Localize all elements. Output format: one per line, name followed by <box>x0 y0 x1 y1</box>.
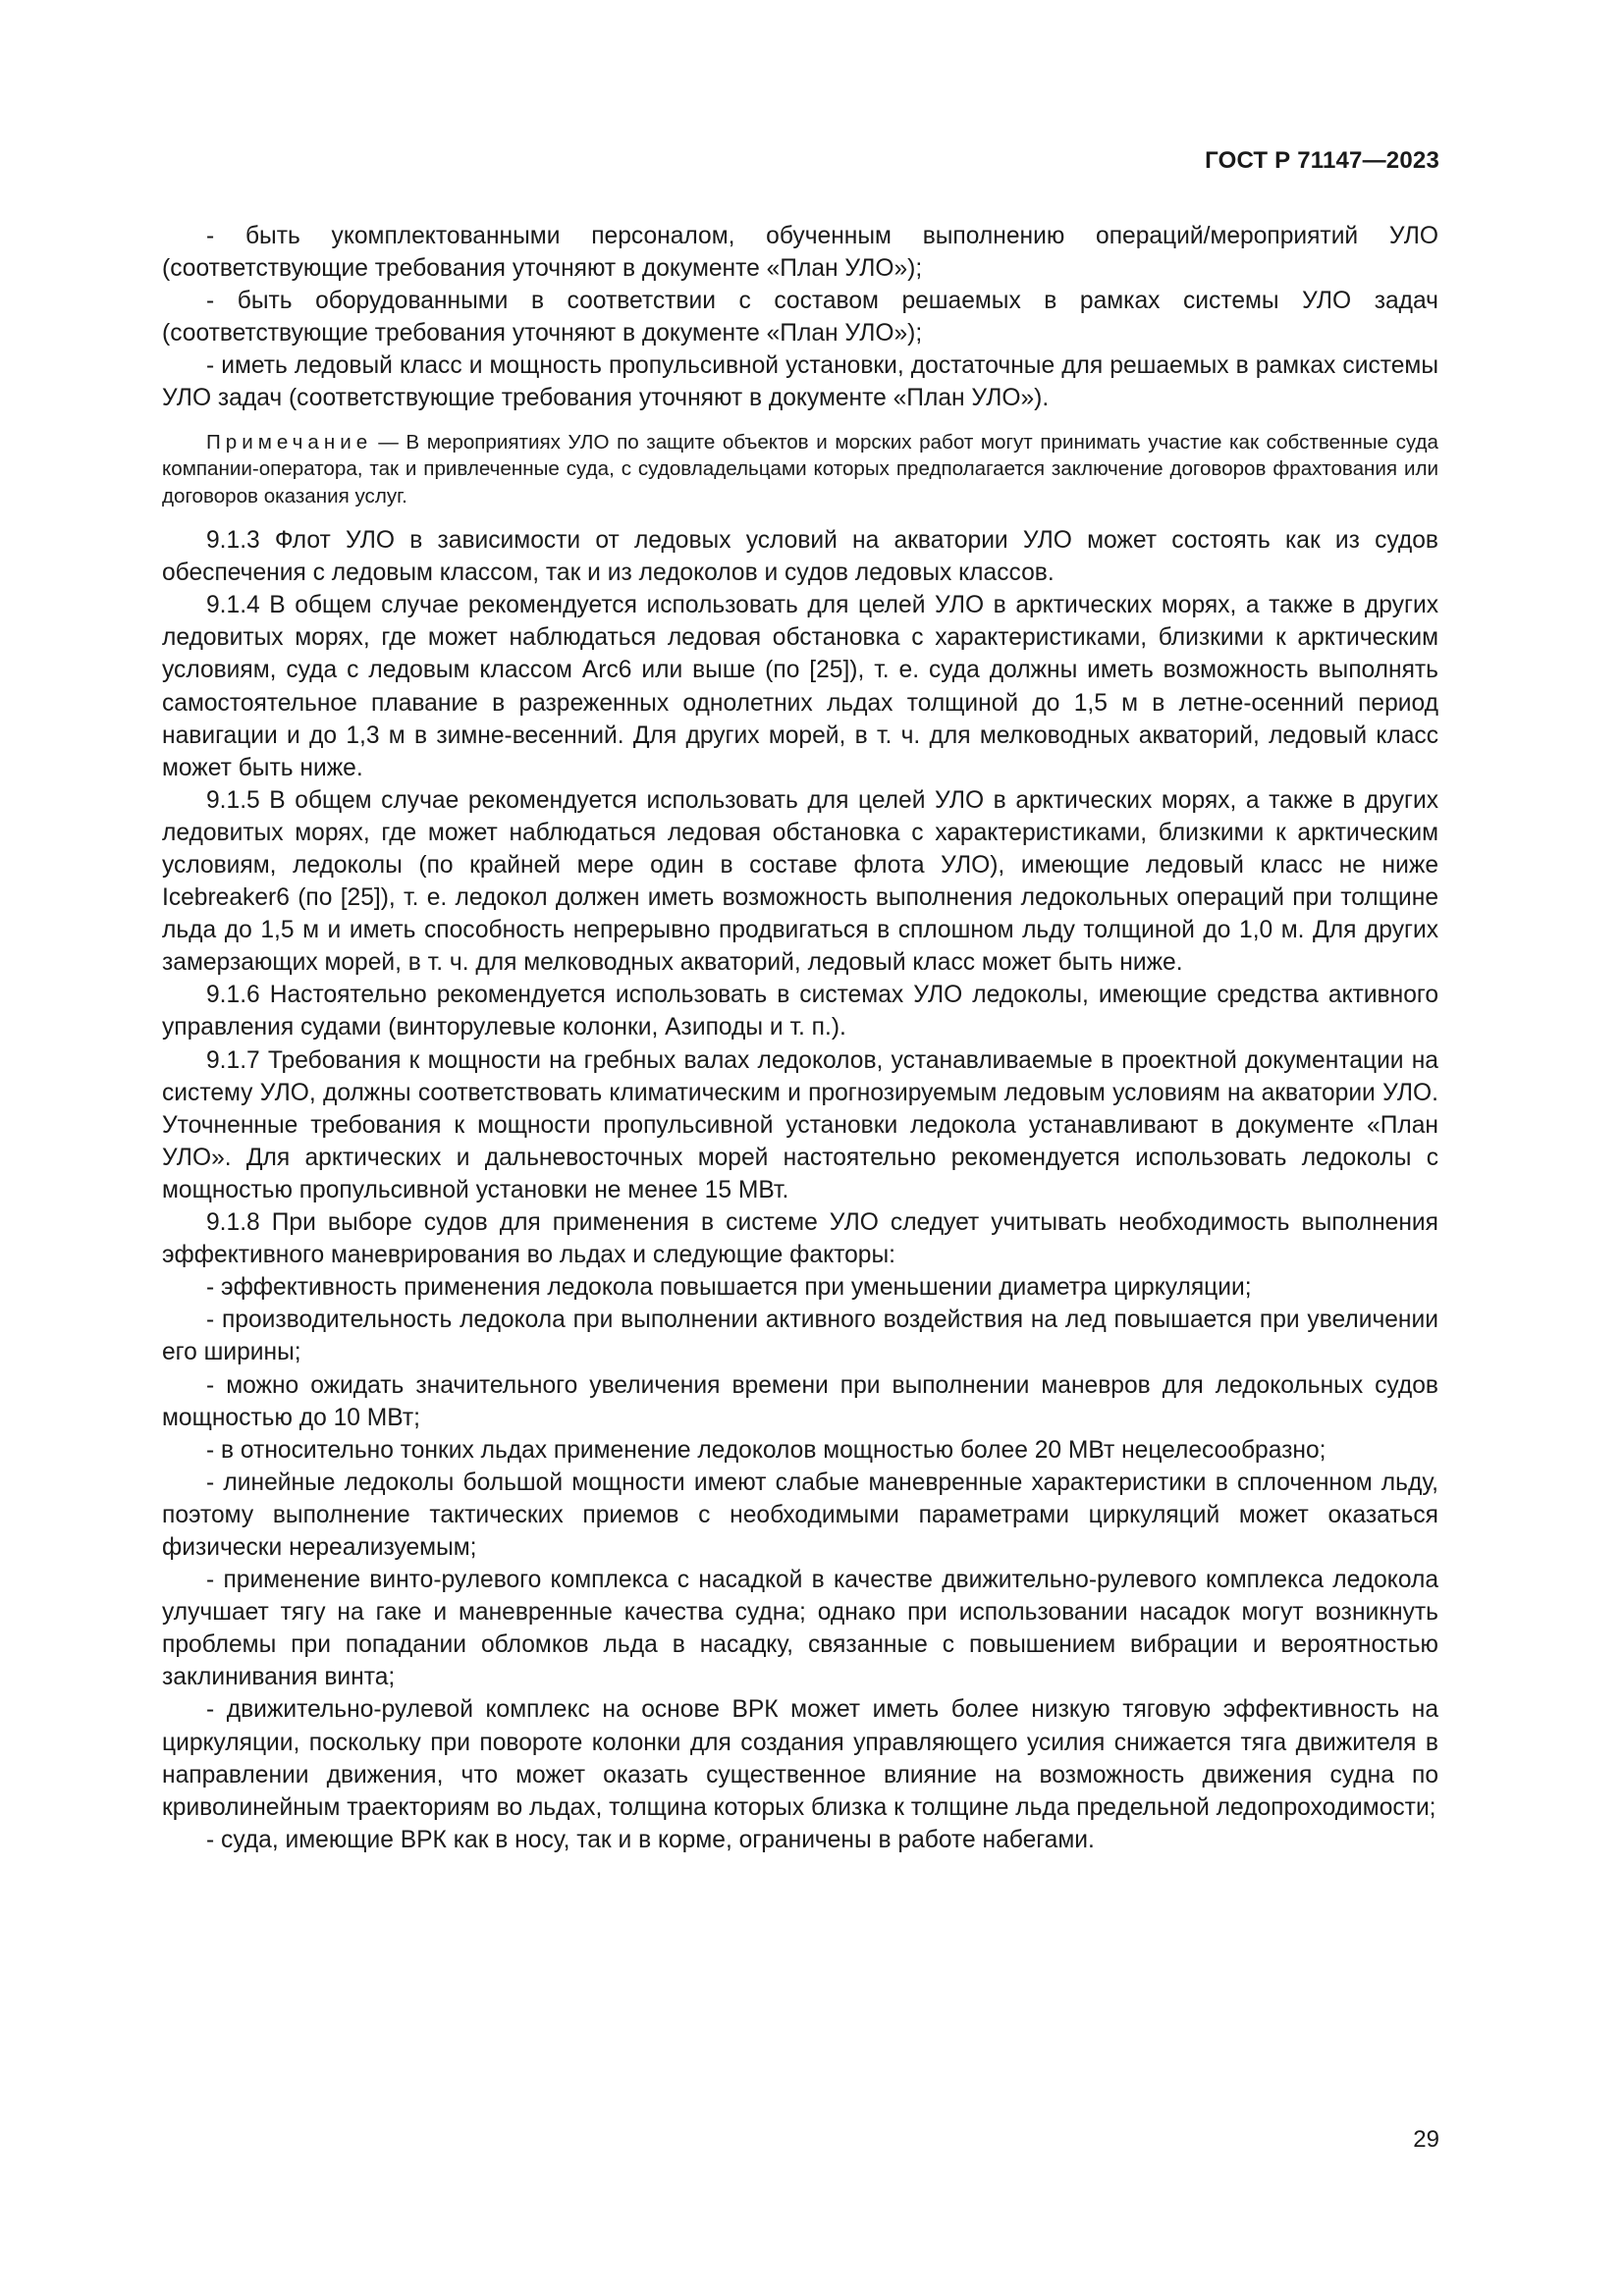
page-number: 29 <box>1413 2126 1439 2153</box>
clause-9-1-4: 9.1.4 В общем случае рекомендуется использовать для целей УЛО в арктических морях, а также в других ледовитых морях, где может наблюдаться ледовая обстановка с характеристиками, близкими к арктическим условиям, суда с ледовым классом Arc6 или выше (по [25]), т. е. суда должны иметь возможность выполнять самостоятельное плавание в разреженных однолетних льдах толщиной до 1,5 м в летне-осенний период навигации и до 1,3 м в зимне-весенний. Для других морей, в т. ч. для мелководных акваторий, ледовый класс может быть ниже. <box>162 592 1438 781</box>
document-code: ГОСТ Р 71147—2023 <box>1205 147 1439 174</box>
factor-item: - суда, имеющие ВРК как в носу, так и в корме, ограничены в работе набегами. <box>206 1826 1095 1853</box>
note-paragraph <box>162 429 1438 510</box>
factor-item: - в относительно тонких льдах применение ледоколов мощностью более 20 МВт нецелесообразно; <box>206 1436 1326 1464</box>
clause-9-1-5: 9.1.5 В общем случае рекомендуется использовать для целей УЛО в арктических морях, а также в других ледовитых морях, где может наблюдаться ледовая обстановка с характеристиками, близкими к арктическим условиям, ледоколы (по крайней мере один в составе флота УЛО), имеющие ледовый класс не ниже Icebreaker6 (по [25]), т. е. ледокол должен иметь возможность выполнения ледокольных операций при толщине льда до 1,5 м и иметь способность непрерывно продвигаться в сплошном льду толщиной до 1,0 м. Для других замерзающих морей, в т. ч. для мелководных акваторий, ледовый класс может быть ниже. <box>162 786 1438 977</box>
factor-item: - производительность ледокола при выполнении активного воздействия на лед повышается при увеличении его ширины; <box>162 1307 1438 1366</box>
clause-9-1-8: 9.1.8 При выборе судов для применения в системе УЛО следует учитывать необходимость выполнения эффективного маневрирования во льдах и следующие факторы: <box>162 1209 1438 1269</box>
requirement-item: - иметь ледовый класс и мощность пропульсивной установки, достаточные для решаемых в рамках системы УЛО задач (соответствующие требования уточняют в документе «План УЛО»). <box>162 352 1438 412</box>
factor-item: - эффективность применения ледокола повышается при уменьшении диаметра циркуляции; <box>206 1274 1252 1302</box>
note-text: — В мероприятиях УЛО по защите объектов и морских работ могут принимать участие как собственные суда компании-оператора, так и привлеченные суда, с судовладельцами которых предполагается заключение договоров фрахтования или договоров оказания услуг. <box>162 430 1438 507</box>
clause-9-1-7: 9.1.7 Требования к мощности на гребных валах ледоколов, устанавливаемые в проектной документации на систему УЛО, должны соответствовать климатическим и прогнозируемым ледовым условиям на акватории УЛО. Уточненные требования к мощности пропульсивной установки ледокола устанавливают в документе «План УЛО». Для арктических и дальневосточных морей настоятельно рекомендуется использовать ледоколы с мощностью пропульсивной установки не менее 15 МВт. <box>162 1046 1438 1203</box>
factor-item: - применение винто-рулевого комплекса с насадкой в качестве движительно-рулевого комплекса ледокола улучшает тягу на гаке и маневренные качества судна; однако при использовании насадок могут возникнуть проблемы при попадании обломков льда в насадку, связанные с повышением вибрации и вероятностью заклинивания винта; <box>162 1567 1438 1691</box>
clause-9-1-3: 9.1.3 Флот УЛО в зависимости от ледовых условий на акватории УЛО может состоять как из судов обеспечения с ледовым классом, так и из ледоколов и судов ледовых классов. <box>162 527 1438 587</box>
requirement-item: - быть укомплектованными персоналом, обученным выполнению операций/мероприятий УЛО (соответствующие требования уточняют в документе «План УЛО»); <box>162 223 1438 283</box>
requirement-item: - быть оборудованными в соответствии с составом решаемых в рамках системы УЛО задач (соответствующие требования уточняют в документе «План УЛО»); <box>162 288 1438 347</box>
body-text <box>162 220 1438 1856</box>
clause-9-1-6: 9.1.6 Настоятельно рекомендуется использовать в системах УЛО ледоколы, имеющие средства активного управления судами (винторулевые колонки, Азиподы и т. п.). <box>162 982 1438 1041</box>
note-label: Примечание <box>206 430 373 454</box>
factor-item: - движительно-рулевой комплекс на основе ВРК может иметь более низкую тяговую эффективность на циркуляции, поскольку при повороте колонки для создания управляющего усилия снижается тяга движителя в направлении движения, что может оказать существенное влияние на возможность движения судна по криволинейным траекториям во льдах, толщина которых близка к толщине льда предельной ледопроходимости; <box>162 1696 1438 1821</box>
factor-item: - линейные ледоколы большой мощности имеют слабые маневренные характеристики в сплоченном льду, поэтому выполнение тактических приемов с необходимыми параметрами циркуляций может оказаться физически нереализуемым; <box>162 1468 1438 1561</box>
factor-item: - можно ожидать значительного увеличения времени при выполнении маневров для ледокольных судов мощностью до 10 МВт; <box>162 1371 1438 1431</box>
